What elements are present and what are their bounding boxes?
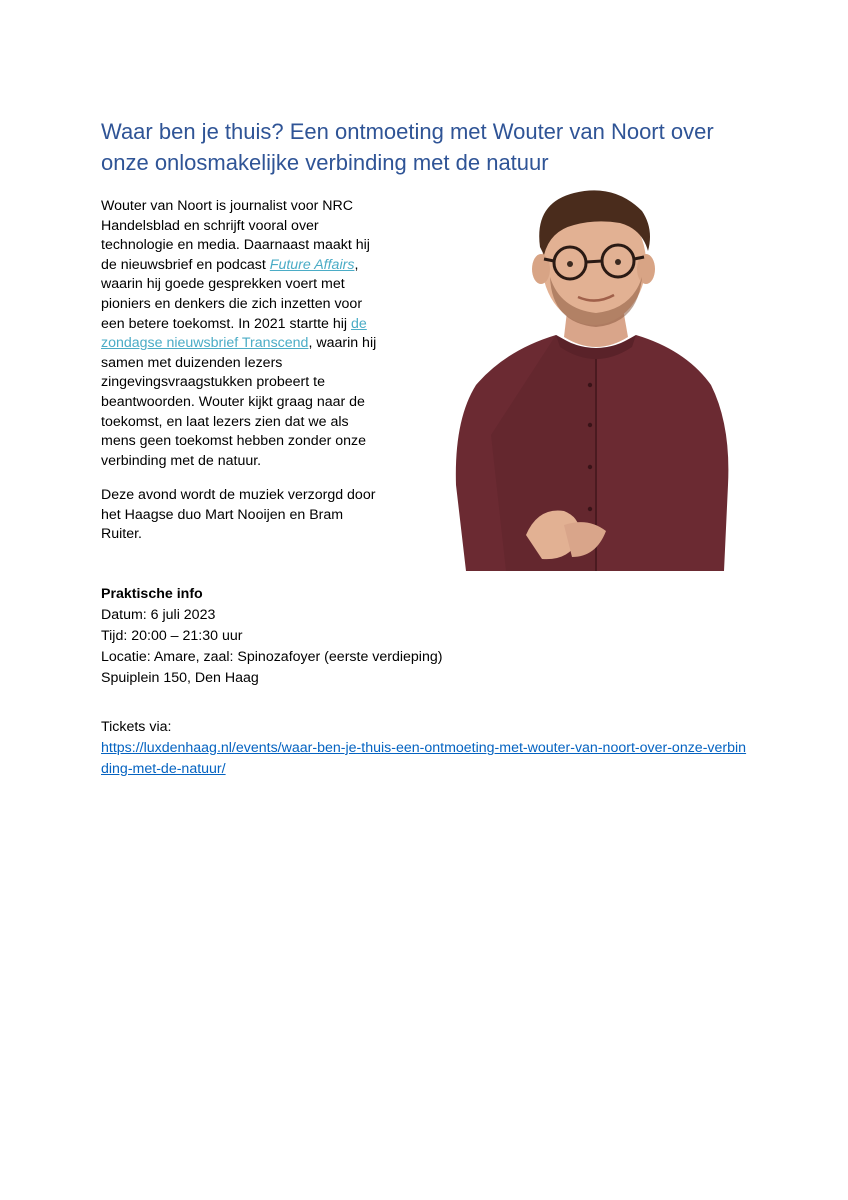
page-title: Waar ben je thuis? Een ontmoeting met Wouter van Noort over onze onlosmakelijke verbinding met de natuur	[101, 119, 714, 175]
music-paragraph: Deze avond wordt de muziek verzorgd door het Haagse duo Mart Nooijen en Bram Ruiter.	[101, 487, 376, 543]
info-location: Locatie: Amare, zaal: Spinozafoyer (eerste verdieping)	[101, 649, 443, 665]
info-time: Tijd: 20:00 – 21:30 uur	[101, 628, 243, 644]
info-date: Datum: 6 juli 2023	[101, 607, 216, 623]
bio-text-3: , waarin hij samen met duizenden lezers zingevingsvraagstukken probeert te beantwoorden. Wouter kijkt graag naar de toekomst, en laat lezers zien dat we als mens geen toekomst hebben zonder onze verbinding met de natuur.	[101, 335, 377, 469]
tickets-section	[101, 717, 751, 780]
bio-text-1: Wouter van Noort is journalist voor NRC Handelsblad en schrijft vooral over technologie en media. Daarnaast maakt hij de nieuwsbrief en podcast	[101, 198, 370, 273]
speaker-photo	[446, 185, 744, 571]
info-address: Spuiplein 150, Den Haag	[101, 670, 259, 686]
bio-text-2: , waarin hij goede gesprekken voert met pioniers en denkers die zich inzetten voor een betere toekomst. In 2021 startte hij	[101, 256, 363, 332]
future-affairs-link[interactable]: Future Affairs	[269, 256, 355, 273]
bio-paragraph	[101, 197, 383, 471]
practical-info	[101, 584, 442, 689]
tickets-link[interactable]: https://luxdenhaag.nl/events/waar-ben-je-thuis-een-ontmoeting-met-wouter-van-noort-over-onze-verbinding-met-de-natuur/	[101, 740, 747, 777]
tickets-label: Tickets via:	[101, 719, 172, 735]
info-heading: Praktische info	[101, 586, 203, 602]
transcend-link[interactable]: de zondagse nieuwsbrief Transcend	[101, 315, 367, 352]
